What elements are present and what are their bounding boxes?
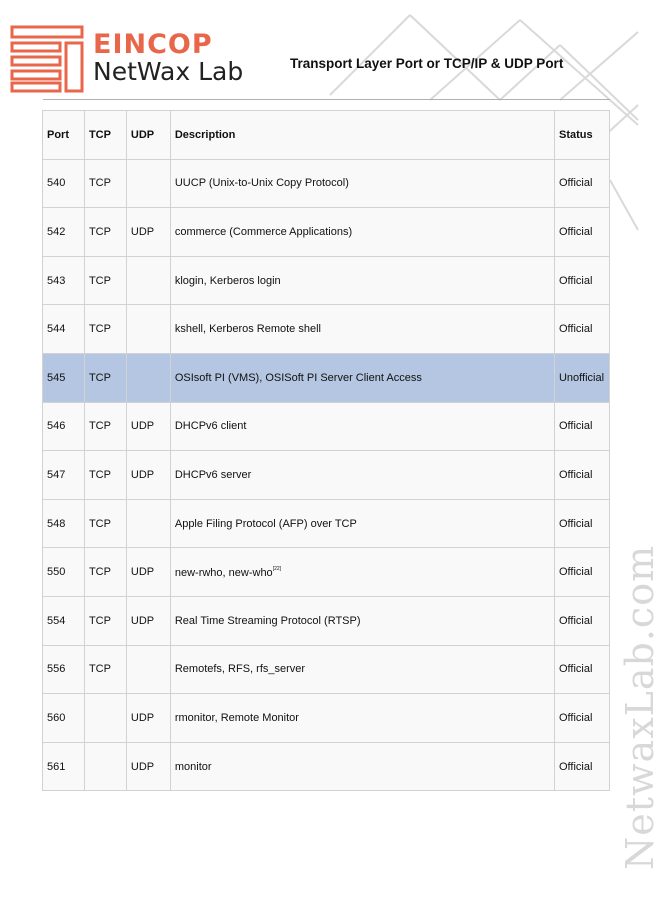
cell-port: 547 — [43, 451, 85, 500]
description-text: new-rwho, new-who — [174, 566, 273, 579]
table-row — [43, 742, 610, 791]
cell-description — [170, 645, 554, 694]
header-port: Port — [43, 111, 85, 160]
cell-description — [170, 596, 554, 645]
cell-tcp: TCP — [84, 159, 126, 208]
cell-tcp — [84, 742, 126, 791]
cell-udp — [126, 159, 170, 208]
cell-status: Official — [554, 159, 609, 208]
cell-tcp: TCP — [84, 645, 126, 694]
cell-tcp: TCP — [84, 402, 126, 451]
cell-description — [170, 353, 554, 402]
cell-description — [170, 742, 554, 791]
description-text: kshell, Kerberos Remote shell — [174, 323, 321, 336]
cell-udp: UDP — [126, 402, 170, 451]
description-text: rmonitor, Remote Monitor — [174, 711, 299, 724]
cell-udp: UDP — [126, 451, 170, 500]
description-text: commerce (Commerce Applications) — [174, 225, 353, 238]
cell-status: Official — [554, 499, 609, 548]
description-text: Apple Filing Protocol (AFP) over TCP — [174, 517, 357, 530]
table-row — [43, 499, 610, 548]
cell-udp — [126, 305, 170, 354]
table-row — [43, 402, 610, 451]
header-udp: UDP — [126, 111, 170, 160]
cell-udp — [126, 645, 170, 694]
port-table — [42, 110, 610, 791]
cell-tcp: TCP — [84, 596, 126, 645]
cell-port: 561 — [43, 742, 85, 791]
table-row — [43, 208, 610, 257]
table-row — [43, 694, 610, 743]
table-row-highlighted — [43, 353, 610, 402]
description-text: UUCP (Unix-to-Unix Copy Protocol) — [174, 177, 349, 190]
cell-status: Unofficial — [554, 353, 609, 402]
cell-description — [170, 159, 554, 208]
cell-tcp: TCP — [84, 353, 126, 402]
cell-udp — [126, 353, 170, 402]
header-status: Status — [554, 111, 609, 160]
cell-port: 540 — [43, 159, 85, 208]
description-text: klogin, Kerberos login — [174, 274, 281, 287]
cell-description — [170, 548, 554, 597]
description-text: Remotefs, RFS, rfs_server — [174, 663, 306, 676]
cell-tcp: TCP — [84, 451, 126, 500]
cell-port: 550 — [43, 548, 85, 597]
cell-port: 542 — [43, 208, 85, 257]
table-header-row — [43, 111, 610, 160]
cell-port: 556 — [43, 645, 85, 694]
cell-tcp: TCP — [84, 256, 126, 305]
cell-status: Official — [554, 451, 609, 500]
header-divider — [43, 99, 610, 100]
table-row — [43, 596, 610, 645]
cell-udp: UDP — [126, 596, 170, 645]
cell-port: 543 — [43, 256, 85, 305]
document-title: Transport Layer Port or TCP/IP & UDP Port — [290, 56, 564, 71]
table-row — [43, 305, 610, 354]
cell-udp: UDP — [126, 208, 170, 257]
table-row — [43, 548, 610, 597]
brand-name-top: EINCOP — [93, 29, 213, 60]
cell-tcp: TCP — [84, 548, 126, 597]
cell-status: Official — [554, 694, 609, 743]
cell-tcp: TCP — [84, 499, 126, 548]
cell-status: Official — [554, 256, 609, 305]
cell-udp: UDP — [126, 694, 170, 743]
cell-description — [170, 256, 554, 305]
cell-status: Official — [554, 596, 609, 645]
citation-reference[interactable]: [22] — [272, 565, 282, 572]
cell-udp — [126, 256, 170, 305]
table-row — [43, 645, 610, 694]
cell-description — [170, 694, 554, 743]
cell-description — [170, 451, 554, 500]
cell-udp — [126, 499, 170, 548]
header-tcp: TCP — [84, 111, 126, 160]
cell-status: Official — [554, 548, 609, 597]
cell-status: Official — [554, 305, 609, 354]
table-row — [43, 451, 610, 500]
header-description: Description — [170, 111, 554, 160]
cell-port: 546 — [43, 402, 85, 451]
table-row — [43, 159, 610, 208]
cell-description — [170, 208, 554, 257]
cell-udp: UDP — [126, 548, 170, 597]
cell-port: 560 — [43, 694, 85, 743]
cell-status: Official — [554, 742, 609, 791]
cell-port: 548 — [43, 499, 85, 548]
description-text: Real Time Streaming Protocol (RTSP) — [174, 614, 361, 627]
description-text: DHCPv6 server — [174, 468, 252, 481]
cell-port: 544 — [43, 305, 85, 354]
cell-tcp: TCP — [84, 305, 126, 354]
watermark-text: NetwaxLab.com — [618, 544, 662, 870]
cell-description — [170, 402, 554, 451]
description-text: monitor — [174, 760, 212, 773]
cell-status: Official — [554, 208, 609, 257]
table-row — [43, 256, 610, 305]
cell-description — [170, 499, 554, 548]
cell-udp: UDP — [126, 742, 170, 791]
cell-tcp — [84, 694, 126, 743]
cell-port: 545 — [43, 353, 85, 402]
cell-port: 554 — [43, 596, 85, 645]
description-text: DHCPv6 client — [174, 420, 247, 433]
brand-name-bottom: NetWax Lab — [93, 57, 244, 86]
cell-status: Official — [554, 402, 609, 451]
description-text: OSIsoft PI (VMS), OSISoft PI Server Client Access — [174, 371, 422, 384]
cell-status: Official — [554, 645, 609, 694]
cell-tcp: TCP — [84, 208, 126, 257]
cell-description — [170, 305, 554, 354]
